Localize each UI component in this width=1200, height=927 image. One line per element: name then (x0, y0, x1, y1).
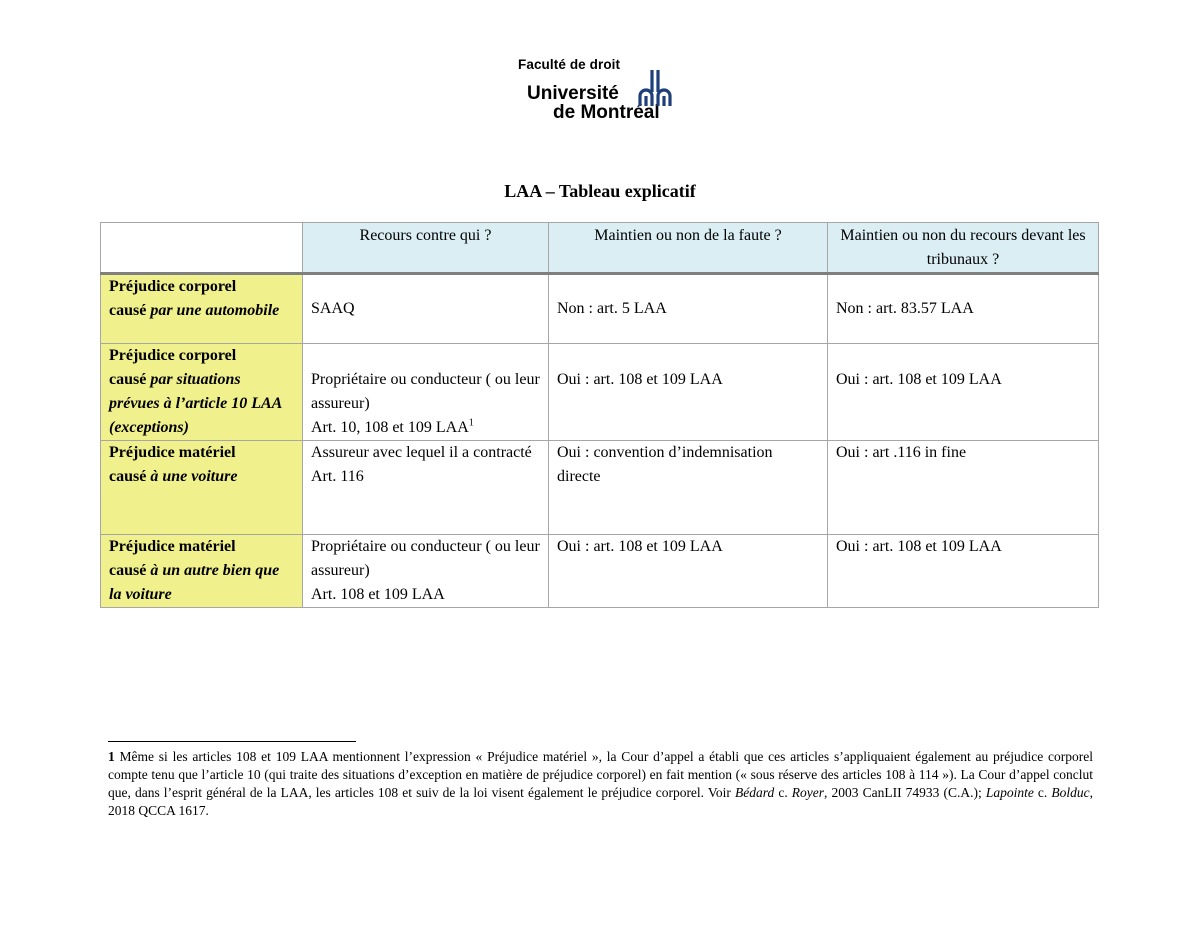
row-header-cell: Préjudice corporel causé par une automobile (101, 274, 303, 344)
cell-faute: Non : art. 5 LAA (549, 274, 828, 344)
header-cell-empty (101, 223, 303, 274)
cell-tribunaux: Oui : art. 108 et 109 LAA (828, 344, 1099, 441)
table-row (101, 274, 1099, 344)
cell-recours: SAAQ (303, 274, 549, 344)
university-logo (515, 55, 685, 130)
table-header-row (101, 223, 1099, 274)
footnote-number: 1 (108, 749, 115, 764)
cell-faute: Oui : art. 108 et 109 LAA (549, 535, 828, 608)
header-cell-tribunaux: Maintien ou non du recours devant les tribunaux ? (828, 223, 1099, 274)
row-header-cell: Préjudice matériel causé à un autre bien que la voiture (101, 535, 303, 608)
footnote-ref[interactable]: 1 (468, 417, 474, 429)
cell-faute: Oui : convention d’indemnisation directe (549, 441, 828, 535)
header-cell-recours: Recours contre qui ? (303, 223, 549, 274)
faculty-name: Faculté de droit (518, 57, 621, 72)
table-row (101, 535, 1099, 608)
university-name-line1: Université (527, 83, 619, 104)
header-cell-faute: Maintien ou non de la faute ? (549, 223, 828, 274)
document-title: LAA – Tableau explicatif (504, 181, 696, 201)
table-row (101, 344, 1099, 441)
laa-table (100, 222, 1099, 608)
row-header-cell: Préjudice matériel causé à une voiture (101, 441, 303, 535)
cell-recours: Propriétaire ou conducteur ( ou leur assureur) Art. 108 et 109 LAA (303, 535, 549, 608)
footnote-separator (108, 741, 356, 742)
cell-tribunaux: Oui : art. 108 et 109 LAA (828, 535, 1099, 608)
table-row (101, 441, 1099, 535)
cell-recours: Propriétaire ou conducteur ( ou leur assureur) Art. 10, 108 et 109 LAA$^1$ (303, 344, 549, 441)
cell-faute: Oui : art. 108 et 109 LAA (549, 344, 828, 441)
university-name-line2: de Montréal (553, 102, 660, 123)
cell-tribunaux: Oui : art .116 in fine (828, 441, 1099, 535)
cell-recours: Assureur avec lequel il a contracté Art. 116 (303, 441, 549, 535)
cell-tribunaux: Non : art. 83.57 LAA (828, 274, 1099, 344)
udem-emblem-icon (637, 68, 673, 106)
footnote: 1 Même si les articles 108 et 109 LAA mentionnent l’expression « Préjudice matériel », la Cour d’appel a établi que ces articles s’appliquaient également au préjudice corporel compte tenu que l’article 10 (qui traite des situations d’exception en matière de préjudice corporel) en fait mention (« sous réserve des articles 108 à 114 »). La Cour d’appel conclut que, dans l’esprit général de la LAA, les articles 108 et suiv de la loi visent également le préjudice corporel. Voir Bédard c. Royer, 2003 CanLII 74933 (C.A.); Lapointe c. Bolduc, 2018 QCCA 1617. (108, 749, 1094, 818)
row-header-cell: Préjudice corporel causé par situations prévues à l’article 10 LAA (exceptions) (101, 344, 303, 441)
